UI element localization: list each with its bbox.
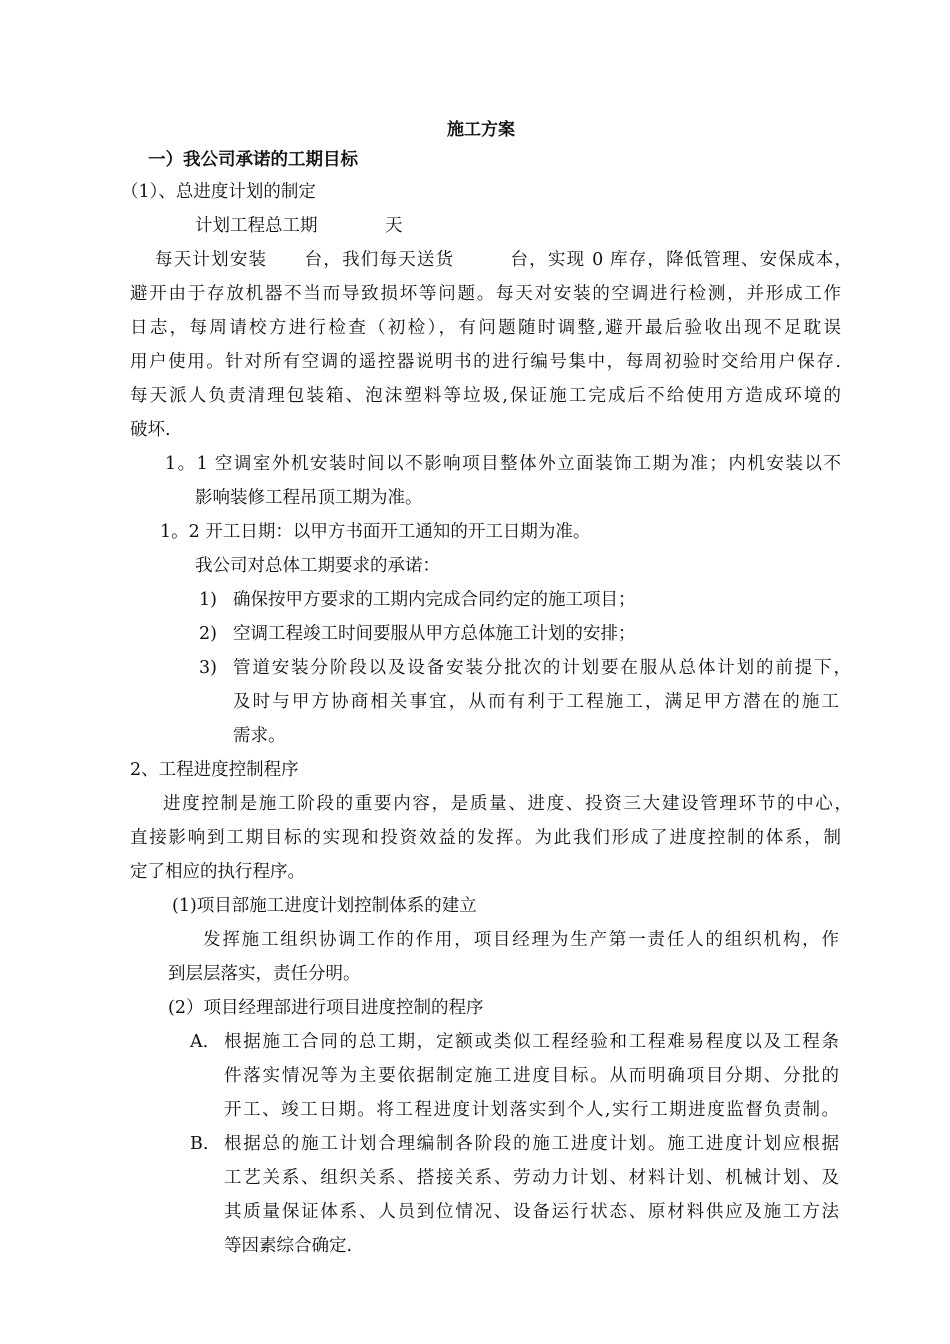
paragraph-line: 避开由于存放机器不当而导致损坏等问题。每天对安装的空调进行检测，并形成工作 xyxy=(130,284,841,304)
list-number: A. xyxy=(190,1032,209,1052)
list-number: B. xyxy=(190,1134,209,1154)
paragraph-line: 直接影响到工期目标的实现和投资效益的发挥。为此我们形成了进度控制的体系，制 xyxy=(130,828,841,848)
list-item: 1。2 开工日期：以甲方书面开工通知的开工日期为准。 xyxy=(160,522,591,542)
paragraph-line: 进度控制是施工阶段的重要内容，是质量、进度、投资三大建设管理环节的中心， xyxy=(163,794,852,814)
list-number: 3) xyxy=(199,658,217,678)
paragraph-line: 每天派人负责清理包装箱、泡沫塑料等垃圾,保证施工完成后不给使用方造成环境的 xyxy=(130,386,841,406)
commitment-intro: 我公司对总体工期要求的承诺： xyxy=(195,556,440,576)
list-item: 管道安装分阶段以及设备安装分批次的计划要在服从总体计划的前提下， xyxy=(233,658,851,678)
list-item: 1。1 空调室外机安装时间以不影响项目整体外立面装饰工期为准；内机安装以不 xyxy=(165,454,841,474)
paragraph-line: 每天计划安装 台，我们每天送货 台，实现 0 库存，降低管理、安保成本， xyxy=(155,250,852,270)
paragraph-line: 日志，每周请校方进行检查（初检），有问题随时调整,避开最后验收出现不足耽误 xyxy=(130,318,841,338)
list-item: 根据总的施工计划合理编制各阶段的施工进度计划。施工进度计划应根据 xyxy=(224,1134,839,1154)
list-item: 及时与甲方协商相关事宜，从而有利于工程施工，满足甲方潜在的施工 xyxy=(233,692,839,712)
subsection-heading: (1)项目部施工进度计划控制体系的建立 xyxy=(172,896,477,916)
list-item: 件落实情况等为主要依据制定施工进度目标。从而明确项目分期、分批的 xyxy=(224,1066,839,1086)
list-item: 等因素综合确定. xyxy=(224,1236,353,1256)
subsection-heading: (2）项目经理部进行项目进度控制的程序 xyxy=(168,998,484,1018)
list-item: 确保按甲方要求的工期内完成合同约定的施工项目； xyxy=(233,590,636,610)
page-title: 施工方案 xyxy=(447,120,515,140)
list-item: 需求。 xyxy=(233,726,286,746)
section-heading-1: 一）我公司承诺的工期目标 xyxy=(148,150,358,170)
plan-duration-label: 计划工程总工期 xyxy=(195,216,318,236)
list-item: 开工、竣工日期。将工程进度计划落实到个人,实行工期进度监督负责制。 xyxy=(224,1100,839,1120)
paragraph-line: 定了相应的执行程序。 xyxy=(130,862,305,882)
list-item: 根据施工合同的总工期，定额或类似工程经验和工程难易程度以及工程条 xyxy=(224,1032,839,1052)
list-item: 其质量保证体系、人员到位情况、设备运行状态、原材料供应及施工方法 xyxy=(224,1202,839,1222)
paragraph-line: 发挥施工组织协调工作的作用，项目经理为生产第一责任人的组织机构，作 xyxy=(203,930,839,950)
list-item: 工艺关系、组织关系、搭接关系、劳动力计划、材料计划、机械计划、及 xyxy=(224,1168,839,1188)
paragraph-line: 破坏. xyxy=(130,420,171,440)
list-number: 2) xyxy=(199,624,217,644)
subsection-heading: （1）、总进度计划的制定 xyxy=(121,182,316,202)
list-item: 影响装修工程吊顶工期为准。 xyxy=(195,488,423,508)
paragraph-line: 用户使用。针对所有空调的遥控器说明书的进行编号集中，每周初验时交给用户保存. xyxy=(130,352,841,372)
list-item: 空调工程竣工时间要服从甲方总体施工计划的安排； xyxy=(233,624,636,644)
plan-duration-unit: 天 xyxy=(385,216,403,236)
list-number: 1) xyxy=(199,590,217,610)
paragraph-line: 到层层落实，责任分明。 xyxy=(168,964,361,984)
section-heading-2: 2、工程进度控制程序 xyxy=(130,760,299,780)
